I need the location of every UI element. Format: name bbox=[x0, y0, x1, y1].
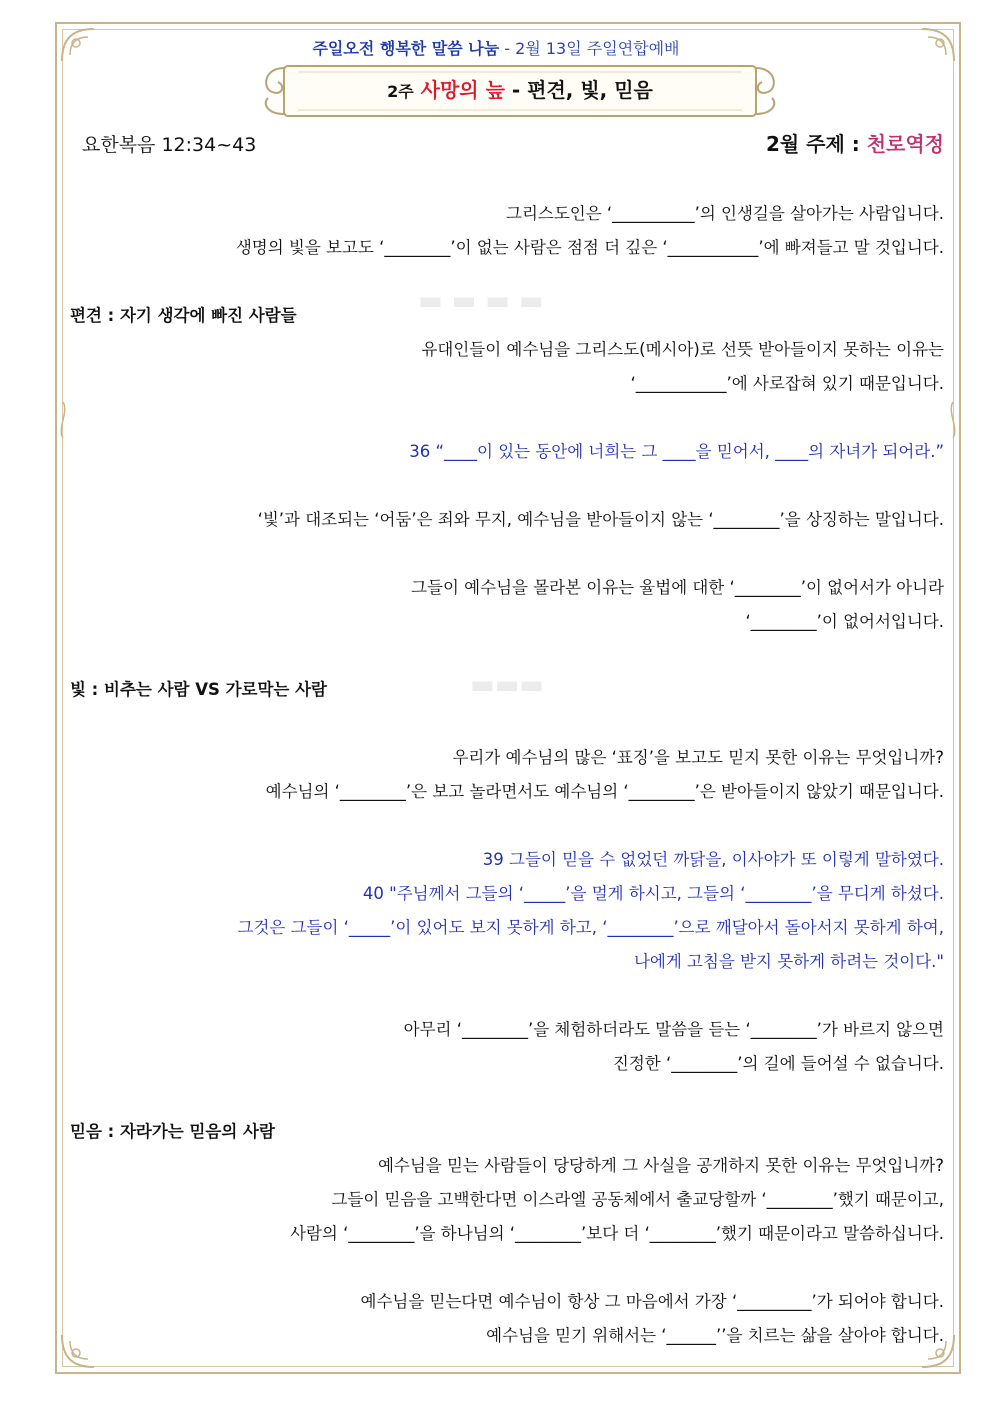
verse-36: 36 “____이 있는 동안에 너희는 그 ____을 믿어서, ____의 자녀가 되어라.” bbox=[409, 442, 944, 461]
section1-paragraph-3-line-2: ‘________’이 없어서입니다. bbox=[745, 612, 944, 631]
section2-paragraph-2-line-1: 아무리 ‘________’을 체험하더라도 말씀을 듣는 ‘________’가 바르지 않으면 bbox=[403, 1020, 944, 1039]
header-title-strong: 주일오전 행복한 말씀 나눔 bbox=[312, 39, 500, 58]
verse-40-line-1: 40 "주님께서 그들의 ‘_____’을 멀게 하시고, 그들의 ‘________’을 무디게 하셨다. bbox=[362, 884, 944, 903]
banner-title-rest: - 편견, 빛, 믿음 bbox=[511, 78, 653, 102]
verse-40-line-2: 그것은 그들이 ‘_____’이 있어도 보지 못하게 하고, ‘________’으로 깨달아서 돌아서지 못하게 하여, bbox=[237, 918, 944, 937]
banner-title-red: 사망의 늪 bbox=[420, 78, 505, 102]
corner-ornament-bottom-left bbox=[58, 1331, 98, 1371]
section1-line-2: ‘___________’에 사로잡혀 있기 때문입니다. bbox=[630, 374, 944, 393]
section2-line-1: 우리가 예수님의 많은 ‘표징’을 보고도 믿지 못한 이유는 무엇입니까? bbox=[452, 748, 944, 767]
side-ornament-right bbox=[946, 400, 960, 440]
monthly-theme bbox=[766, 128, 944, 157]
banner-week: 2주 bbox=[387, 82, 414, 101]
background-watermark: ▬ ▬ ▬ ▬ bbox=[418, 286, 544, 316]
section2-paragraph-2-line-2: 진정한 ‘________’의 길에 들어설 수 없습니다. bbox=[612, 1054, 944, 1073]
intro-line-1: 그리스도인은 ‘__________’의 인생길을 살아가는 사람입니다. bbox=[506, 204, 944, 223]
theme-label: 2월 주제 : bbox=[765, 132, 860, 156]
header-title-date: - 2월 13일 주일연합예배 bbox=[504, 39, 680, 58]
section-heading-light: 빛 : 비추는 사람 VS 가로막는 사람 bbox=[70, 680, 327, 699]
section1-paragraph-2: ‘빛’과 대조되는 ‘어둠’은 죄와 무지, 예수님을 받아들이지 않는 ‘________’을 상징하는 말입니다. bbox=[257, 510, 944, 529]
side-ornament-left bbox=[56, 400, 70, 440]
header-title bbox=[0, 36, 992, 59]
theme-value: 천로역정 bbox=[866, 132, 944, 156]
verse-40-line-3: 나에게 고침을 받지 못하게 하려는 것이다." bbox=[633, 952, 944, 971]
background-watermark-2: ▬▬▬ bbox=[470, 670, 544, 700]
section3-line-3: 사람의 ‘________’을 하나님의 ‘________’보다 더 ‘________’했기 때문이라고 말씀하십니다. bbox=[290, 1224, 944, 1243]
section2-line-2: 예수님의 ‘________’은 보고 놀라면서도 예수님의 ‘________’은 받아들이지 않았기 때문입니다. bbox=[265, 782, 944, 801]
banner-title bbox=[258, 74, 782, 103]
scripture-reference: 요한복음 12:34~43 bbox=[82, 134, 257, 156]
section-heading-faith: 믿음 : 자라가는 믿음의 사람 bbox=[70, 1122, 275, 1141]
section3-line-2: 그들이 믿음을 고백한다면 이스라엘 공동체에서 출교당할까 ‘________’했기 때문이고, bbox=[331, 1190, 944, 1209]
verse-39: 39 그들이 믿을 수 없었던 까닭을, 이사야가 또 이렇게 말하였다. bbox=[482, 850, 944, 869]
section1-line-1: 유대인들이 예수님을 그리스도(메시아)로 선뜻 받아들이지 못하는 이유는 bbox=[421, 340, 944, 359]
section1-paragraph-3-line-1: 그들이 예수님을 몰라본 이유는 율법에 대한 ‘________’이 없어서가 아니라 bbox=[411, 578, 944, 597]
section-heading-bias: 편견 : 자기 생각에 빠진 사람들 bbox=[70, 306, 297, 325]
section3-line-1: 예수님을 믿는 사람들이 당당하게 그 사실을 공개하지 못한 이유는 무엇입니까? bbox=[377, 1156, 944, 1175]
section3-paragraph-2-line-2: 예수님을 믿기 위해서는 ‘______’’을 치르는 삶을 살아야 합니다. bbox=[486, 1326, 944, 1345]
section3-paragraph-2-line-1: 예수님을 믿는다면 예수님이 항상 그 마음에서 가장 ‘_________’가 되어야 합니다. bbox=[360, 1292, 944, 1311]
intro-line-2: 생명의 빛을 보고도 ‘________’이 없는 사람은 점점 더 깊은 ‘___________’에 빠져들고 말 것입니다. bbox=[235, 238, 944, 257]
